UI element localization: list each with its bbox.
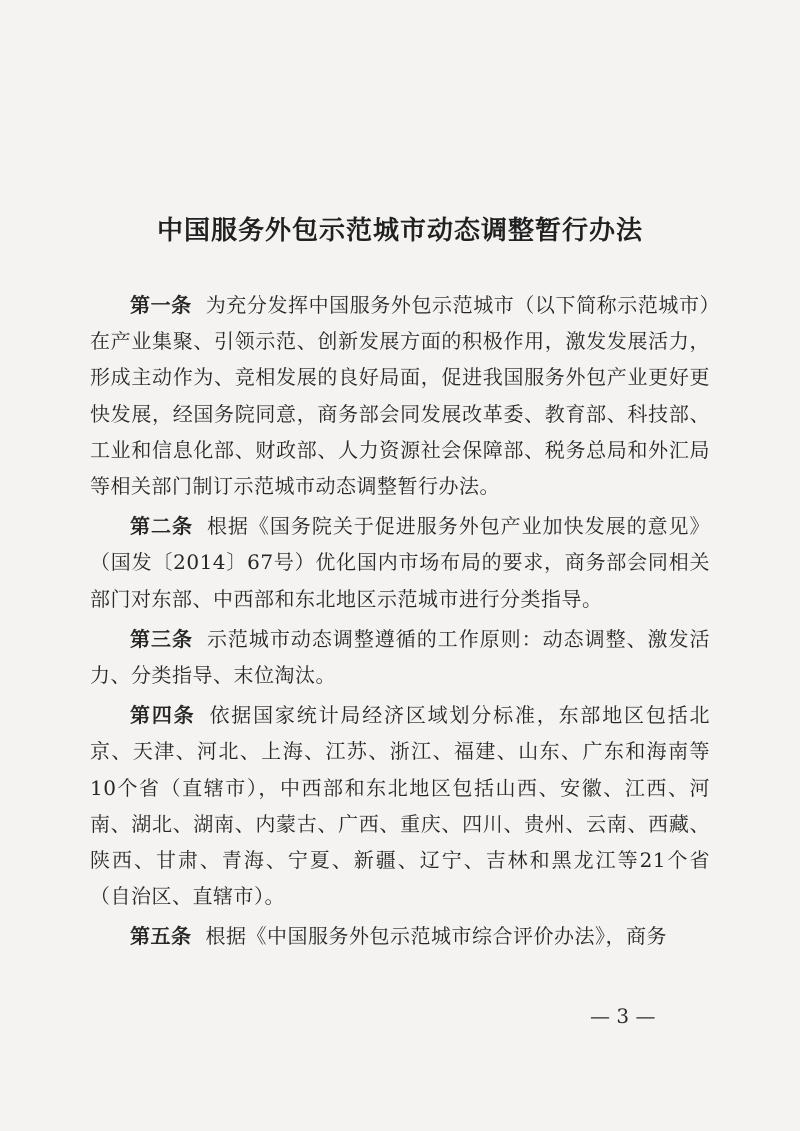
- document-body: [90, 287, 710, 959]
- article-paragraph: [90, 621, 710, 693]
- article-text: 为充分发挥中国服务外包示范城市（以下简称示范城市）在产业集聚、引领示范、创新发展方面的积极作用，激发发展活力，形成主动作为、竞相发展的良好局面，促进我国服务外包产业更好更快发展，经国务院同意，商务部会同发展改革委、教育部、科技部、工业和信息化部、财政部、人力资源社会保障部、税务总局和外汇局等相关部门制订示范城市动态调整暂行办法。: [90, 293, 711, 499]
- article-label: 第二条: [130, 514, 193, 539]
- page-number: — 3 —: [590, 1004, 656, 1028]
- article-text: 根据《中国服务外包示范城市综合评价办法》，商务: [205, 924, 667, 949]
- article-text: 依据国家统计局经济区域划分标准，东部地区包括北京、天津、河北、上海、江苏、浙江、福建、山东、广东和海南等10个省（直辖市），中西部和东北地区包括山西、安徽、江西、河南、湖北、湖南、内蒙古、广西、重庆、四川、贵州、云南、西藏、陕西、甘肃、青海、宁夏、新疆、辽宁、吉林和黑龙江等21个省（自治区、直辖市）。: [90, 703, 711, 909]
- article-paragraph: [90, 287, 710, 504]
- article-paragraph: [90, 918, 710, 954]
- article-text: 根据《国务院关于促进服务外包产业加快发展的意见》（国发〔2014〕67号）优化国内市场布局的要求，商务部会同相关部门对东部、中西部和东北地区示范城市进行分类指导。: [90, 514, 711, 611]
- article-label: 第一条: [130, 293, 192, 317]
- article-paragraph: [90, 508, 710, 617]
- article-paragraph: [90, 697, 710, 914]
- article-text: 示范城市动态调整遵循的工作原则：动态调整、激发活力、分类指导、末位淘汰。: [90, 626, 711, 688]
- document-title: 中国服务外包示范城市动态调整暂行办法: [156, 216, 643, 246]
- article-label: 第四条: [130, 703, 196, 728]
- article-label: 第三条: [130, 626, 193, 651]
- article-label: 第五条: [130, 924, 192, 949]
